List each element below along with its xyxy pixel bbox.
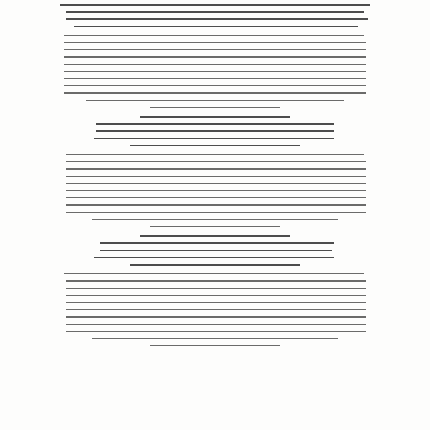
text-line xyxy=(66,204,366,205)
text-line xyxy=(140,116,290,118)
text-line xyxy=(66,197,366,198)
text-line xyxy=(66,212,366,213)
text-line xyxy=(74,26,358,28)
text-line xyxy=(66,183,366,184)
text-line xyxy=(94,257,334,259)
text-line xyxy=(64,273,364,274)
text-line xyxy=(64,49,366,50)
text-line xyxy=(130,145,300,147)
text-line xyxy=(150,345,280,346)
text-line xyxy=(94,138,334,140)
text-line xyxy=(96,130,334,132)
text-line xyxy=(64,35,364,36)
text-line xyxy=(64,64,366,65)
text-line xyxy=(64,71,366,72)
text-line xyxy=(92,219,338,220)
text-line xyxy=(66,316,366,317)
text-line xyxy=(92,338,338,339)
text-line xyxy=(100,250,332,252)
text-line xyxy=(66,309,366,310)
text-line xyxy=(66,302,366,303)
text-line xyxy=(66,176,366,177)
text-line xyxy=(100,242,334,244)
text-line xyxy=(66,168,366,169)
text-line xyxy=(64,85,366,86)
text-line xyxy=(64,78,366,79)
text-line xyxy=(150,107,280,108)
text-line xyxy=(64,42,366,43)
text-line xyxy=(66,331,366,332)
text-line xyxy=(96,123,334,125)
text-line xyxy=(140,235,290,237)
text-line xyxy=(66,280,366,281)
text-line xyxy=(66,295,366,296)
text-line xyxy=(66,324,366,325)
text-line xyxy=(64,92,366,93)
text-line xyxy=(66,288,366,289)
text-line xyxy=(66,18,368,20)
text-line xyxy=(66,161,366,162)
text-line xyxy=(66,154,364,155)
text-line xyxy=(130,264,300,266)
text-line xyxy=(66,190,366,191)
text-line xyxy=(60,4,370,6)
text-line xyxy=(86,100,344,101)
text-line xyxy=(66,11,364,13)
text-line xyxy=(150,226,280,227)
text-line xyxy=(64,56,366,57)
